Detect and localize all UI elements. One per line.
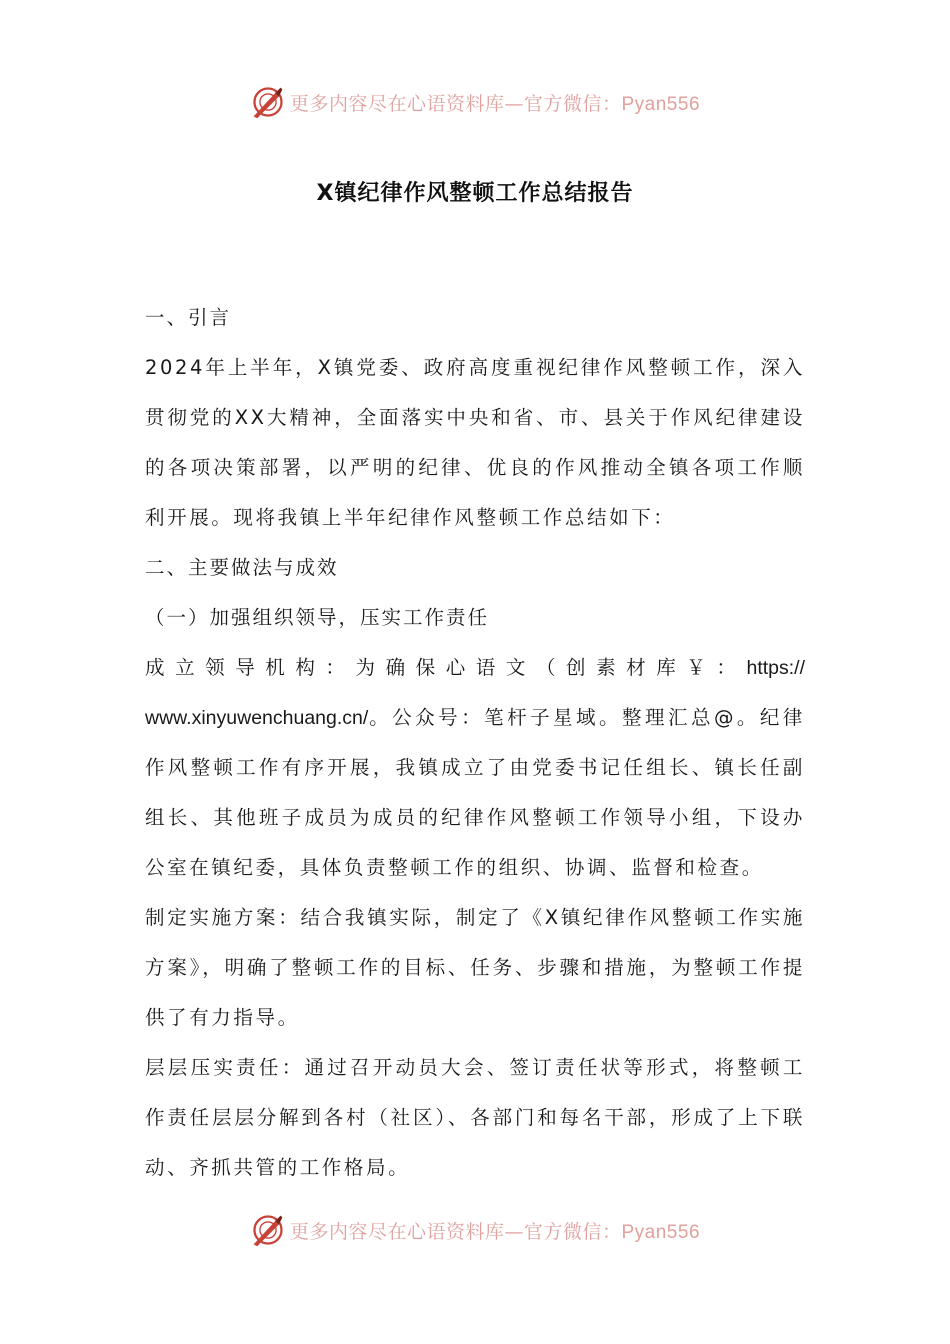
watermark-header [0, 82, 950, 122]
pen-logo-icon [250, 1212, 286, 1248]
paragraph-responsibility: 层层压实责任：通过召开动员大会、签订责任状等形式，将整顿工作责任层层分解到各村（社区）、各部门和每名干部，形成了上下联动、齐抓共管的工作格局。 [145, 1056, 805, 1179]
document-title: X镇纪律作风整顿工作总结报告 [316, 181, 634, 206]
watermark-wechat-id: Pyan556 [621, 93, 701, 115]
watermark-text: 更多内容尽在心语资料库—官方微信：Pyan556 [289, 1220, 701, 1243]
paragraph-intro: 2024年上半年，X镇党委、政府高度重视纪律作风整顿工作，深入贯彻党的XX大精神，全面落实中央和省、市、县关于作风纪律建设的各项决策部署，以严明的纪律、优良的作风推动全镇各项工作顺利开展。现将我镇上半年纪律作风整顿工作总结如下： [145, 356, 805, 529]
watermark-wechat-id: Pyan556 [621, 1221, 701, 1243]
source-url: https://www.xinyuwenchuang.cn/ [145, 657, 805, 729]
watermark-footer [0, 1210, 950, 1250]
subsection-heading-leadership: （一）加强组织领导，压实工作责任 [145, 606, 490, 629]
paragraph-leadership: 成立领导机构：为确保心语文（创素材库￥：https://www.xinyuwenchuang.cn/。公众号：笔杆子星域。整理汇总@。纪律作风整顿工作有序开展，我镇成立了由党委书记任组长、镇长任副组长、其他班子成员为成员的纪律作风整顿工作领导小组，下设办公室在镇纪委，具体负责整顿工作的组织、协调、监督和检查。 [145, 656, 805, 879]
watermark-text: 更多内容尽在心语资料库—官方微信：Pyan556 [289, 92, 701, 115]
paragraph-plan: 制定实施方案：结合我镇实际，制定了《X镇纪律作风整顿工作实施方案》，明确了整顿工作的目标、任务、步骤和措施，为整顿工作提供了有力指导。 [145, 906, 805, 1029]
section-heading-measures: 二、主要做法与成效 [145, 556, 339, 579]
section-heading-intro: 一、引言 [145, 306, 232, 329]
pen-logo-icon [250, 84, 286, 120]
document-body [145, 293, 805, 1193]
